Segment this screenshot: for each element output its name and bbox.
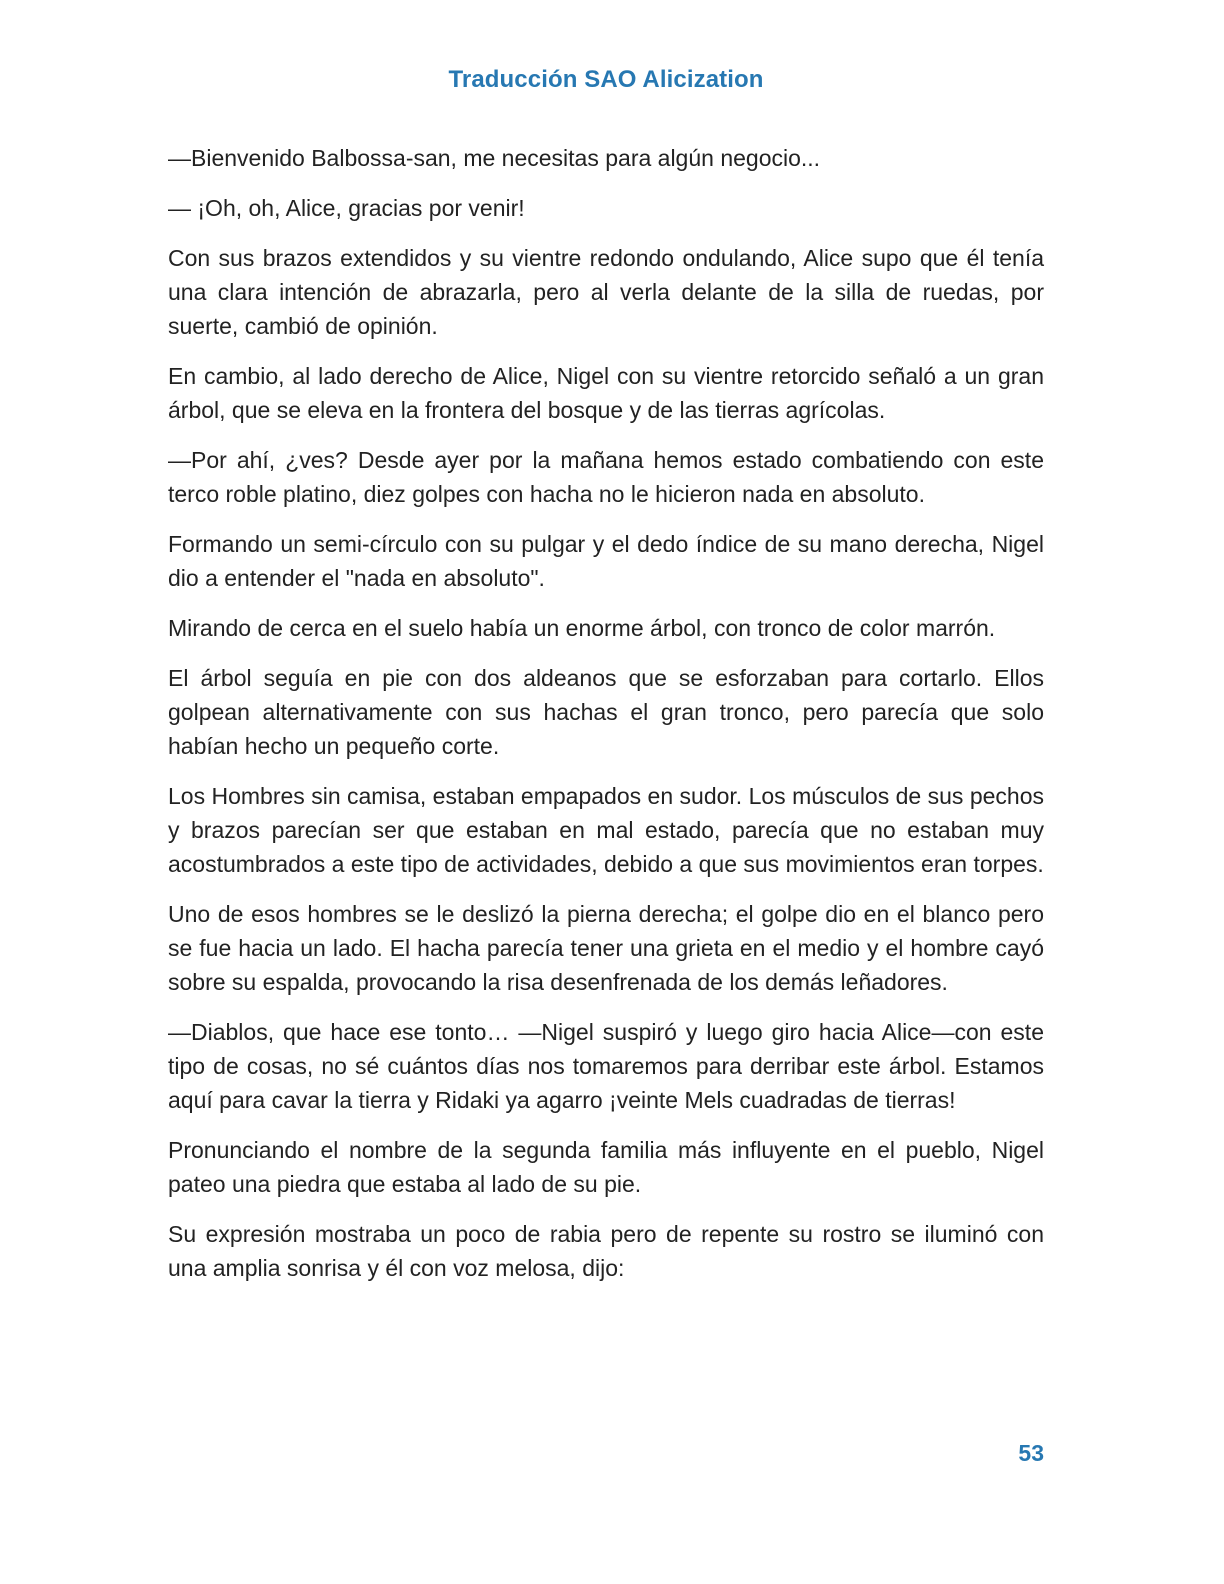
paragraph: —Por ahí, ¿ves? Desde ayer por la mañana hemos estado combatiendo con este terco roble platino, diez golpes con hacha no le hicieron nada en absoluto. [168, 447, 1044, 507]
page-body [168, 141, 1044, 1301]
paragraph: Con sus brazos extendidos y su vientre redondo ondulando, Alice supo que él tenía una clara intención de abrazarla, pero al verla delante de la silla de ruedas, por suerte, cambió de opinión. [168, 245, 1044, 339]
page-header-title: Traducción SAO Alicization [448, 66, 764, 93]
paragraph: —Diablos, que hace ese tonto… —Nigel suspiró y luego giro hacia Alice—con este tipo de cosas, no sé cuántos días nos tomaremos para derribar este árbol. Estamos aquí para cavar la tierra y Ridaki ya agarro ¡veinte Mels cuadradas de tierras! [168, 1019, 1044, 1113]
paragraph: El árbol seguía en pie con dos aldeanos que se esforzaban para cortarlo. Ellos golpean alternativamente con sus hachas el gran tronco, pero parecía que solo habían hecho un pequeño corte. [168, 665, 1044, 759]
paragraph: Los Hombres sin camisa, estaban empapados en sudor. Los músculos de sus pechos y brazos parecían ser que estaban en mal estado, parecía que no estaban muy acostumbrados a este tipo de actividades, debido a que sus movimientos eran torpes. [168, 783, 1044, 877]
page-number: 53 [1018, 1440, 1044, 1466]
paragraph: — ¡Oh, oh, Alice, gracias por venir! [168, 195, 525, 221]
paragraph: —Bienvenido Balbossa-san, me necesitas para algún negocio... [168, 145, 821, 171]
paragraph: Pronunciando el nombre de la segunda familia más influyente en el pueblo, Nigel pateo una piedra que estaba al lado de su pie. [168, 1137, 1044, 1197]
paragraph: Uno de esos hombres se le deslizó la pierna derecha; el golpe dio en el blanco pero se fue hacia un lado. El hacha parecía tener una grieta en el medio y el hombre cayó sobre su espalda, provocando la risa desenfrenada de los demás leñadores. [168, 901, 1044, 995]
paragraph: Su expresión mostraba un poco de rabia pero de repente su rostro se iluminó con una amplia sonrisa y él con voz melosa, dijo: [168, 1221, 1044, 1281]
paragraph: En cambio, al lado derecho de Alice, Nigel con su vientre retorcido señaló a un gran árbol, que se eleva en la frontera del bosque y de las tierras agrícolas. [168, 363, 1044, 423]
paragraph: Mirando de cerca en el suelo había un enorme árbol, con tronco de color marrón. [168, 615, 996, 641]
paragraph: Formando un semi-círculo con su pulgar y el dedo índice de su mano derecha, Nigel dio a entender el "nada en absoluto". [168, 531, 1044, 591]
